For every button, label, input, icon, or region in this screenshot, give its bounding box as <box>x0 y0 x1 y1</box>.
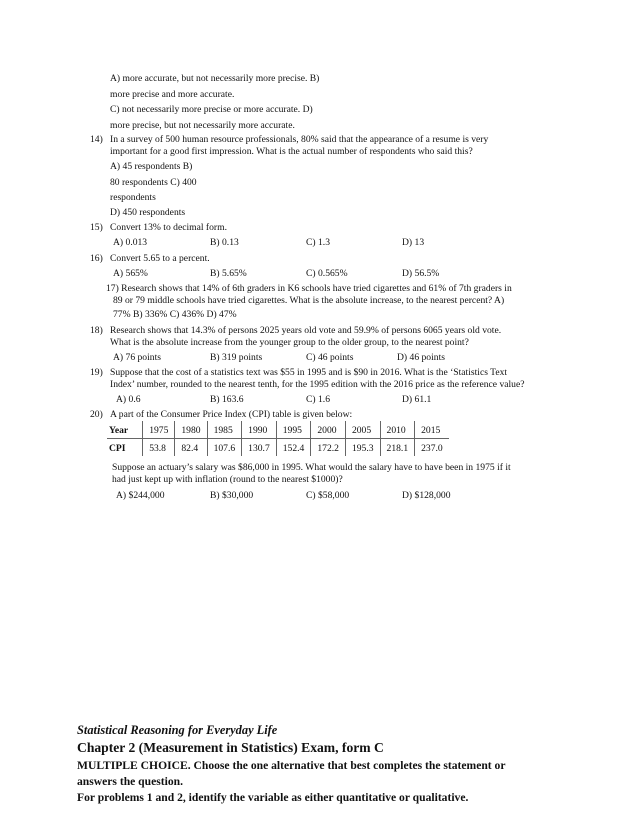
cpi-table-year-cell: 1985 <box>207 421 242 439</box>
q17-text-line-1: 17) Research shows that 14% of 6th graders in K6 schools have tried cigarettes and 61% of 7th graders in <box>106 283 512 294</box>
q15-option-c: C) 1.3 <box>306 237 330 248</box>
cpi-table-cpi-row <box>107 439 449 457</box>
q15-option-b: B) 0.13 <box>210 237 239 248</box>
cpi-table-cpi-cell: 152.4 <box>276 439 311 457</box>
q18-number: 18) <box>90 325 103 336</box>
q13-option-line-3: C) not necessarily more precise or more accurate. D) <box>110 104 313 115</box>
q14-option-line-4: D) 450 respondents <box>110 207 186 218</box>
q16-text: Convert 5.65 to a percent. <box>110 253 210 264</box>
cpi-table-year-cell: 2000 <box>311 421 346 439</box>
instructions-line-2: answers the question. <box>77 775 183 788</box>
cpi-table-year-cell: 1975 <box>143 421 175 439</box>
cpi-table-cpi-label: CPI <box>109 443 126 454</box>
cpi-table-year-cell: 2005 <box>345 421 380 439</box>
q14-option-line-1: A) 45 respondents B) <box>110 161 193 172</box>
cpi-table <box>107 421 449 456</box>
cpi-table-year-cell: 2010 <box>380 421 415 439</box>
cpi-table-year-cell: 1990 <box>242 421 277 439</box>
q13-option-line-2: more precise and more accurate. <box>110 89 235 100</box>
q13-option-line-1: A) more accurate, but not necessarily more precise. B) <box>110 73 320 84</box>
cpi-table-year-cell: 1995 <box>276 421 311 439</box>
q14-text-line-1: In a survey of 500 human resource professionals, 80% said that the appearance of a resume is very <box>110 134 489 145</box>
q14-text-line-2: important for a good first impression. What is the actual number of respondents who said this? <box>110 146 473 157</box>
q20-text-line-2: Suppose an actuary’s salary was $86,000 in 1995. What would the salary have to have been in 1975 if it <box>112 462 511 473</box>
cpi-table-year-row <box>107 421 449 439</box>
q15-text: Convert 13% to decimal form. <box>110 222 227 233</box>
q18-text-line-2: What is the absolute increase from the younger group to the older group, to the nearest point? <box>110 337 469 348</box>
q16-option-a: A) 565% <box>113 268 148 279</box>
q20-text: A part of the Consumer Price Index (CPI) table is given below: <box>110 409 353 420</box>
q19-options <box>0 394 638 406</box>
cpi-table-cpi-cell: 195.3 <box>345 439 380 457</box>
q20-option-c: C) $58,000 <box>306 490 350 501</box>
q14-option-line-3: respondents <box>110 192 156 203</box>
q19-text-line-1: Suppose that the cost of a statistics text was $55 in 1995 and is $90 in 2016. What is the ‘Statistics Text <box>110 367 508 378</box>
q20-option-a: A) $244,000 <box>116 490 165 501</box>
instructions-line-3: For problems 1 and 2, identify the variable as either quantitative or qualitative. <box>77 791 469 804</box>
q19-option-b: B) 163.6 <box>210 394 244 405</box>
q17-text-line-2: 89 or 79 middle schools have tried cigarettes. What is the absolute increase, to the nearest percent? A) <box>113 295 505 306</box>
instructions-line-1: MULTIPLE CHOICE. Choose the one alternative that best completes the statement or <box>77 759 506 772</box>
q18-option-a: A) 76 points <box>113 352 161 363</box>
cpi-table-cpi-cell: 53.8 <box>143 439 175 457</box>
q19-option-d: D) 61.1 <box>402 394 432 405</box>
cpi-table-cpi-cell: 107.6 <box>207 439 242 457</box>
q15-option-a: A) 0.013 <box>113 237 148 248</box>
q18-options <box>0 352 638 364</box>
cpi-table-year-cell: 1980 <box>175 421 207 439</box>
cpi-table-cpi-cell: 237.0 <box>415 439 449 457</box>
q16-option-b: B) 5.65% <box>210 268 247 279</box>
q14-number: 14) <box>90 134 103 145</box>
q16-option-c: C) 0.565% <box>306 268 348 279</box>
q15-options <box>0 237 638 249</box>
q14-option-line-2: 80 respondents C) 400 <box>110 177 197 188</box>
q16-options <box>0 268 638 280</box>
cpi-table-cpi-cell: 82.4 <box>175 439 207 457</box>
chapter-title: Chapter 2 (Measurement in Statistics) Exam, form C <box>77 740 384 755</box>
q18-option-c: C) 46 points <box>306 352 354 363</box>
q16-option-d: D) 56.5% <box>402 268 440 279</box>
cpi-table-year-cell: 2015 <box>415 421 449 439</box>
q19-option-c: C) 1.6 <box>306 394 330 405</box>
cpi-table-year-label: Year <box>107 421 143 439</box>
q20-text-line-3: had just kept up with inflation (round to the nearest $1000)? <box>112 474 343 485</box>
q15-number: 15) <box>90 222 103 233</box>
q20-options <box>0 490 638 502</box>
q18-text-line-1: Research shows that 14.3% of persons 2025 years old vote and 59.9% of persons 6065 years old vote. <box>110 325 502 336</box>
cpi-table-cpi-cell: 218.1 <box>380 439 415 457</box>
q13-option-line-4: more precise, but not necessarily more accurate. <box>110 120 295 131</box>
q19-number: 19) <box>90 367 103 378</box>
q16-number: 16) <box>90 253 103 264</box>
q19-option-a: A) 0.6 <box>116 394 141 405</box>
q17-options: 77% B) 336% C) 436% D) 47% <box>113 309 237 320</box>
cpi-table-cpi-cell: 172.2 <box>311 439 346 457</box>
q15-option-d: D) 13 <box>402 237 425 248</box>
q18-option-b: B) 319 points <box>210 352 263 363</box>
q20-number: 20) <box>90 409 103 420</box>
cpi-table-cpi-cell: 130.7 <box>242 439 277 457</box>
q20-option-d: D) $128,000 <box>402 490 451 501</box>
q18-option-d: D) 46 points <box>397 352 445 363</box>
book-title: Statistical Reasoning for Everyday Life <box>77 723 278 737</box>
q19-text-line-2: Index’ number, rounded to the nearest tenth, for the 1995 edition with the 2016 price as the reference value? <box>110 379 525 390</box>
q20-option-b: B) $30,000 <box>210 490 254 501</box>
